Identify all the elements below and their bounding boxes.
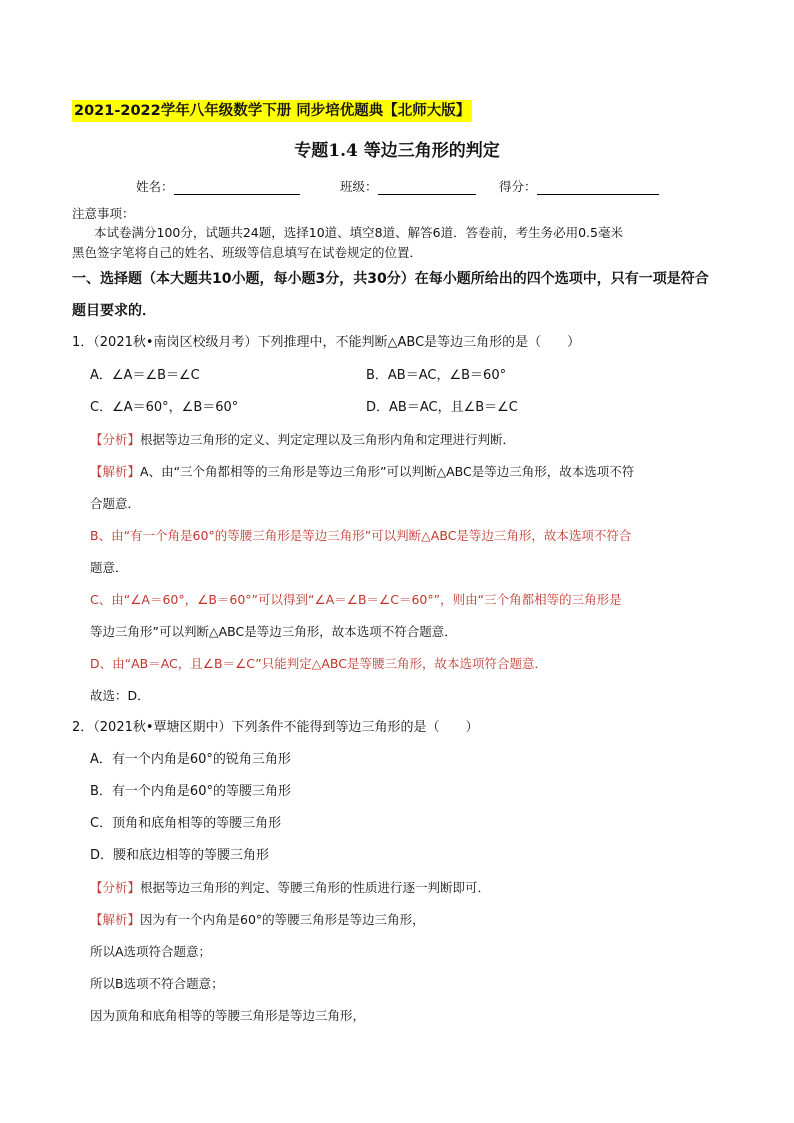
q1-analysis-text: 根据等边三角形的定义、判定定理以及三角形内角和定理进行判断． bbox=[140, 432, 516, 447]
q1-solution-a-text: A、由“三个角都相等的三角形是等边三角形”可以判断△ABC是等边三角形，故本选项不符 bbox=[140, 464, 635, 479]
q1-solution-d: D、由“AB＝AC，且∠B＝∠C”只能判定△ABC是等腰三角形，故本选项符合题意． bbox=[90, 656, 547, 671]
q1-solution-a-1 bbox=[90, 463, 634, 481]
q1-solution-a-2: 合题意． bbox=[90, 496, 141, 511]
q1-solution-tag: 【解析】 bbox=[90, 464, 141, 479]
score-field[interactable] bbox=[499, 177, 659, 195]
q1-solution-b-1: B、由“有一个角是60°的等腰三角形是等边三角形”可以判断△ABC是等边三角形，故本选项不符合 bbox=[90, 528, 632, 543]
page-title: 专题1.4 等边三角形的判定 bbox=[294, 141, 500, 161]
q1-stem: 1．（2021秋•南岗区校级月考）下列推理中，不能判断△ABC是等边三角形的是（ ） bbox=[72, 335, 581, 350]
q2-analysis bbox=[90, 879, 490, 897]
q2-solution-4: 因为顶角和底角相等的等腰三角形是等边三角形， bbox=[90, 1008, 366, 1023]
q1-option-b: B．AB＝AC，∠B＝60° bbox=[366, 368, 507, 383]
q1-solution-c-1: C、由“∠A＝60°，∠B＝60°”可以得到“∠A＝∠B＝∠C＝60°”，则由“三个角都相等的三角形是 bbox=[90, 592, 622, 607]
q1-solution-c-2: 等边三角形”可以判断△ABC是等边三角形，故本选项不符合题意． bbox=[90, 624, 457, 639]
q1-option-d: D．AB＝AC，且∠B＝∠C bbox=[366, 400, 518, 415]
q1-option-c: C．∠A＝60°，∠B＝60° bbox=[90, 400, 239, 415]
name-field[interactable] bbox=[136, 177, 300, 195]
q1-analysis-tag: 【分析】 bbox=[90, 432, 141, 447]
q2-analysis-tag: 【分析】 bbox=[90, 880, 141, 895]
q1-solution-b-2: 题意． bbox=[90, 560, 128, 575]
class-blank[interactable] bbox=[378, 180, 476, 195]
header-tag: 2021-2022学年八年级数学下册 同步培优题典【北师大版】 bbox=[72, 100, 472, 122]
q2-option-b: B．有一个内角是60°的等腰三角形 bbox=[90, 784, 291, 799]
q2-solution-3: 所以B选项不符合题意； bbox=[90, 976, 224, 991]
name-label: 姓名： bbox=[136, 179, 174, 194]
q2-option-c: C．顶角和底角相等的等腰三角形 bbox=[90, 816, 282, 831]
notice-line-2: 黑色签字笔将自己的姓名、班级等信息填写在试卷规定的位置． bbox=[72, 245, 423, 260]
q2-solution-text-1: 因为有一个内角是60°的等腰三角形是等边三角形， bbox=[140, 912, 425, 927]
q1-option-a: A．∠A＝∠B＝∠C bbox=[90, 368, 200, 383]
score-blank[interactable] bbox=[537, 180, 659, 195]
q1-analysis bbox=[90, 431, 515, 449]
q2-analysis-text: 根据等边三角形的判定、等腰三角形的性质进行逐一判断即可． bbox=[140, 880, 491, 895]
score-label: 得分： bbox=[499, 179, 537, 194]
q2-solution-2: 所以A选项符合题意； bbox=[90, 944, 212, 959]
q2-solution-tag: 【解析】 bbox=[90, 912, 141, 927]
q2-stem: 2．（2021秋•覃塘区期中）下列条件不能得到等边三角形的是（ ） bbox=[72, 720, 479, 735]
q2-option-a: A．有一个内角是60°的锐角三角形 bbox=[90, 752, 291, 767]
section-1-line-1: 一、选择题（本大题共10小题，每小题3分，共30分）在每小题所给出的四个选项中，只有一项是符合 bbox=[72, 271, 709, 287]
class-label: 班级： bbox=[340, 179, 378, 194]
q2-solution-1 bbox=[90, 911, 425, 929]
section-1-line-2: 题目要求的． bbox=[72, 303, 156, 319]
q2-option-d: D．腰和底边相等的等腰三角形 bbox=[90, 848, 270, 863]
q1-answer: 故选：D． bbox=[90, 688, 150, 703]
notice-heading: 注意事项： bbox=[72, 206, 135, 221]
name-blank[interactable] bbox=[174, 180, 300, 195]
notice-line-1: 本试卷满分100分，试题共24题，选择10道、填空8道、解答6道．答卷前，考生务必用0.5毫米 bbox=[94, 225, 623, 240]
class-field[interactable] bbox=[340, 177, 476, 195]
